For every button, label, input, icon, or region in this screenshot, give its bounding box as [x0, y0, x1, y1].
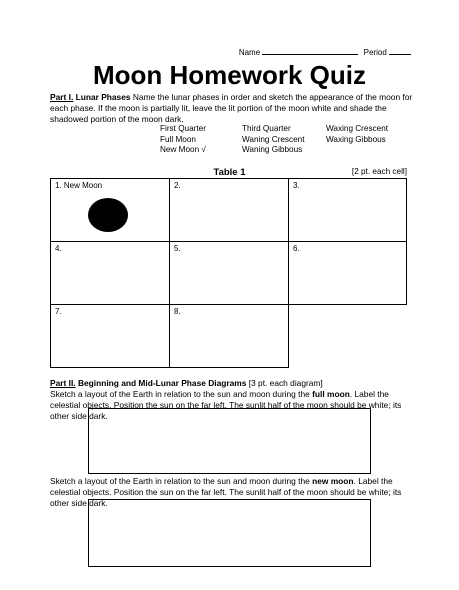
cell-label: 5.: [174, 244, 181, 253]
new-moon-diagram-box[interactable]: [88, 499, 371, 567]
phase-option: First Quarter: [160, 124, 206, 133]
part1-text: Name the lunar phases in order and sketch the appearance of the moon for each phase. If the moon is partially lit, leave the lit portion of the moon white and shade the shadowed portion of the moon dark.: [50, 92, 413, 124]
full-moon-prompt: Sketch a layout of the Earth in relation to the sun and moon during the: [50, 389, 310, 399]
phase-option: Waxing Crescent: [326, 124, 389, 133]
cell-label: 2.: [174, 181, 181, 190]
cell-label: 4.: [55, 244, 62, 253]
table-cell-4[interactable]: [50, 241, 170, 305]
cell-label: 7.: [55, 307, 62, 316]
phase-option: Waning Gibbous: [242, 145, 303, 154]
table-cell-8[interactable]: [169, 304, 289, 368]
part2-subheading: Beginning and Mid-Lunar Phase Diagrams: [77, 378, 247, 388]
table-cell-3[interactable]: [288, 178, 407, 242]
full-moon-prompt-end: . Label the celestial objects. Position the sun on the far left. The sunlit half of the moon should be white; its other side dark.: [50, 389, 402, 421]
table-points: [2 pt. each cell]: [351, 167, 407, 176]
phase-option: Waxing Gibbous: [326, 134, 386, 144]
cell-label: 8.: [174, 307, 181, 316]
period-label: Period: [363, 48, 387, 57]
new-moon-prompt-end: . Label the celestial objects. Position the sun on the far left. The sunlit half of the moon should be white; its other side dark.: [50, 476, 402, 508]
phase-option: Third Quarter: [242, 124, 291, 133]
phase-option: New Moon √: [160, 145, 206, 154]
phase-option: Full Moon: [160, 134, 196, 144]
cell-label: 6.: [293, 244, 300, 253]
part1-instructions: [50, 92, 415, 125]
name-period-line: [239, 46, 411, 57]
table-title: Table 1: [213, 167, 246, 178]
part1-subheading: Lunar Phases: [75, 92, 131, 102]
table-cell-1[interactable]: [50, 178, 170, 242]
full-moon-diagram-box[interactable]: [88, 408, 371, 474]
phase-option: [326, 145, 406, 156]
phase-option: Waning Crescent: [242, 134, 305, 144]
phases-table: [50, 178, 407, 368]
part1-heading: Part I.: [50, 92, 74, 102]
table-cell-2[interactable]: [169, 178, 289, 242]
new-moon-keyword: new moon: [312, 476, 354, 486]
name-label: Name: [238, 48, 261, 57]
cell-label: 3.: [293, 181, 300, 190]
name-blank[interactable]: [262, 46, 358, 55]
page-title: Moon Homework Quiz: [93, 60, 366, 90]
cell-label: 1. New Moon: [55, 181, 103, 190]
period-blank[interactable]: [389, 46, 411, 55]
part2-heading: Part II.: [50, 378, 76, 388]
part2-points: [3 pt. each diagram]: [248, 378, 323, 388]
table-cell-5[interactable]: [169, 241, 289, 305]
new-moon-sketch: [88, 198, 128, 232]
phase-word-bank: [160, 124, 406, 156]
table-cell-6[interactable]: [288, 241, 407, 305]
full-moon-keyword: full moon: [312, 389, 350, 399]
new-moon-prompt: Sketch a layout of the Earth in relation to the sun and moon during the: [50, 476, 310, 486]
table-cell-7[interactable]: [50, 304, 170, 368]
